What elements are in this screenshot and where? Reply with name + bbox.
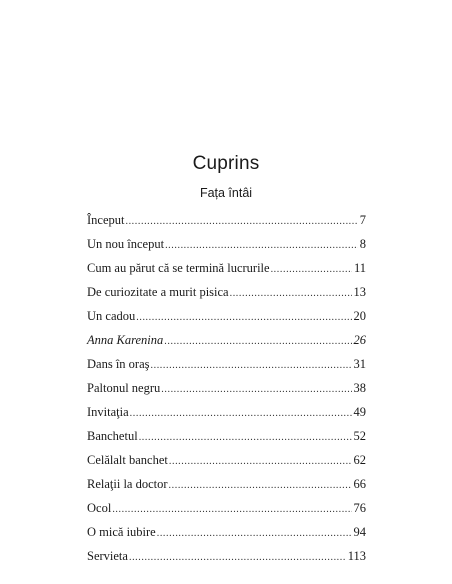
toc-entry-page: 94 (353, 525, 366, 539)
toc-entry (87, 352, 366, 376)
toc-entry-page: 8 (359, 237, 366, 251)
toc-entry (87, 400, 366, 424)
toc-entry (87, 448, 366, 472)
toc-entry-title: Relaţii la doctor (87, 477, 168, 491)
dot-leader (136, 306, 351, 330)
toc-entry-page: 20 (353, 309, 366, 323)
toc-entry-page: 49 (353, 405, 366, 419)
toc-entry-title: Anna Karenina (87, 333, 164, 347)
toc-entry-page: 31 (353, 357, 366, 371)
dot-leader (130, 402, 352, 426)
toc-entry (87, 256, 366, 280)
toc-entry (87, 304, 366, 328)
toc-entry (87, 280, 366, 304)
toc-entry-page: 26 (353, 333, 366, 347)
toc-entry (87, 328, 366, 352)
toc-entry-title: Banchetul (87, 429, 138, 443)
toc-entry-title: Celălalt banchet (87, 453, 168, 467)
toc-entry-page: 66 (353, 477, 366, 491)
toc-entry-page: 52 (353, 429, 366, 443)
toc-entry (87, 232, 366, 256)
toc-entry (87, 496, 366, 520)
toc-entry-page: 7 (359, 213, 366, 227)
dot-leader (129, 546, 346, 570)
toc-entry-title: Ocol (87, 501, 112, 515)
toc-entry-title: Servieta (87, 549, 128, 563)
toc-entry-page: 13 (353, 285, 366, 299)
dot-leader (165, 234, 358, 258)
toc-entry-page: 62 (353, 453, 366, 467)
dot-leader (169, 474, 352, 498)
toc-entry-page: 11 (353, 261, 366, 275)
section-heading: Fața întâi (199, 186, 253, 200)
toc-entry (87, 520, 366, 544)
dot-leader (169, 450, 352, 474)
toc-entry (87, 544, 366, 568)
toc-entry-title: Paltonul negru (87, 381, 161, 395)
dot-leader (230, 282, 352, 306)
dot-leader (125, 210, 357, 234)
dot-leader (161, 378, 351, 402)
dot-leader (157, 522, 352, 546)
toc-entry-title: Început (87, 213, 125, 227)
toc-entry (87, 472, 366, 496)
toc-entry-title: O mică iubire (87, 525, 156, 539)
toc-entry-page: 38 (353, 381, 366, 395)
toc-entry-title: Un cadou (87, 309, 136, 323)
table-of-contents (87, 208, 366, 568)
toc-entry-page: 76 (353, 501, 366, 515)
toc-entry-page: 113 (347, 549, 366, 563)
toc-entry-title: Cum au părut că se termină lucrurile (87, 261, 270, 275)
dot-leader (112, 498, 351, 522)
toc-entry-title: Dans în oraş (87, 357, 150, 371)
toc-entry (87, 376, 366, 400)
dot-leader (151, 354, 352, 378)
toc-entry-title: Un nou început (87, 237, 165, 251)
toc-entry (87, 424, 366, 448)
page-title: Cuprins (192, 152, 260, 174)
toc-entry (87, 208, 366, 232)
dot-leader (139, 426, 352, 450)
toc-entry-title: De curiozitate a murit pisica (87, 285, 229, 299)
dot-leader (164, 330, 351, 354)
dot-leader (271, 258, 352, 282)
toc-entry-title: Invitaţia (87, 405, 129, 419)
